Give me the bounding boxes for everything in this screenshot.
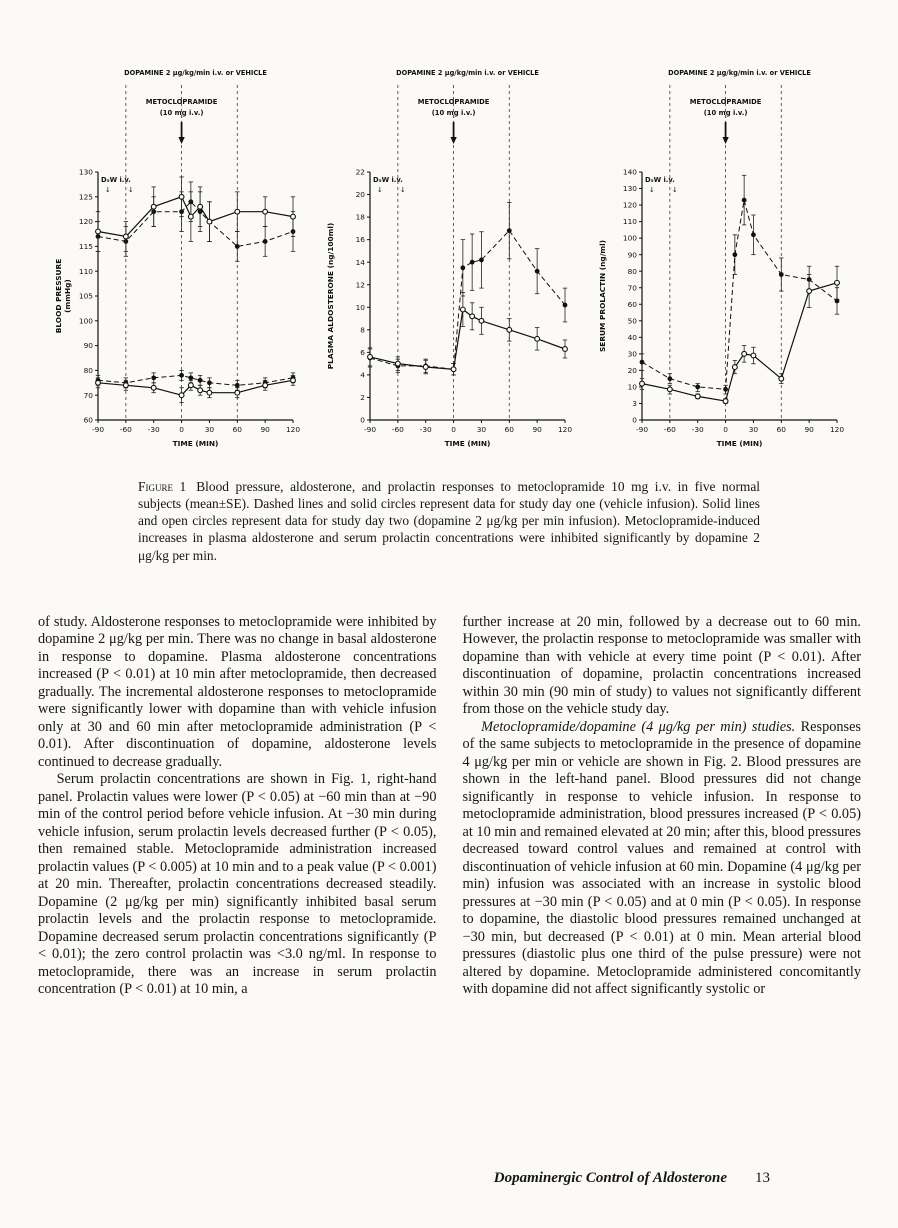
- svg-text:60: 60: [776, 425, 786, 434]
- svg-text:PLASMA ALDOSTERONE (ng/100ml): PLASMA ALDOSTERONE (ng/100ml): [326, 222, 335, 370]
- svg-text:105: 105: [78, 291, 93, 301]
- page-number: 13: [755, 1170, 770, 1186]
- svg-text:10: 10: [627, 382, 637, 392]
- svg-text:120: 120: [829, 425, 845, 434]
- svg-text:90: 90: [532, 425, 542, 434]
- d5w-arrow-icon: ↓: [377, 186, 383, 194]
- svg-text:90: 90: [627, 250, 637, 260]
- paragraph-lead-italic: Metoclopramide/dopamine (4 μg/kg per min) studies.: [481, 718, 796, 735]
- svg-text:-90: -90: [91, 425, 105, 434]
- svg-text:120: 120: [78, 217, 93, 227]
- svg-text:40: 40: [627, 332, 637, 342]
- svg-text:METOCLOPRAMIDE: METOCLOPRAMIDE: [417, 98, 490, 106]
- svg-text:120: 120: [557, 425, 573, 434]
- chart-serum-prolactin-svg: [596, 62, 846, 462]
- svg-text:-30: -30: [419, 425, 432, 434]
- svg-text:10: 10: [355, 302, 365, 312]
- svg-text:BLOOD PRESSURE: BLOOD PRESSURE: [54, 258, 63, 334]
- figure-panels: [0, 62, 898, 462]
- svg-text:120: 120: [622, 200, 637, 210]
- svg-text:-30: -30: [147, 425, 160, 434]
- paragraph: further increase at 20 min, followed by a decrease out to 60 min. However, the prolactin response to metoclopramide was smaller with dopamine than with vehicle at every time point (P < 0.01). After discontinuation of dopamine, prolactin concentrations increased within 30 min (90 min of study) to values not significantly different from those on the vehicle study day.: [462, 613, 861, 718]
- svg-text:115: 115: [78, 242, 93, 251]
- svg-text:(10 mg i.v.): (10 mg i.v.): [431, 109, 476, 117]
- svg-text:90: 90: [83, 341, 93, 351]
- page-footer: [494, 1170, 770, 1187]
- chart-plasma-aldosterone-svg: [324, 62, 574, 462]
- svg-text:100: 100: [78, 316, 93, 326]
- d5w-arrow-icon: ↓: [649, 186, 655, 194]
- svg-text:20: 20: [627, 366, 637, 375]
- svg-text:30: 30: [476, 425, 487, 434]
- svg-text:120: 120: [285, 425, 301, 434]
- svg-text:80: 80: [83, 366, 93, 375]
- metoclopramide-injection-arrow-icon: [722, 122, 728, 144]
- iv-arrow-icon: ↓: [400, 186, 406, 194]
- svg-text:-60: -60: [663, 425, 676, 434]
- svg-text:8: 8: [360, 325, 365, 335]
- metoclopramide-injection-arrow-icon: [178, 122, 184, 144]
- svg-text:130: 130: [622, 184, 637, 194]
- svg-text:SERUM PROLACTIN (ng/ml): SERUM PROLACTIN (ng/ml): [598, 239, 607, 353]
- svg-text:90: 90: [804, 425, 814, 434]
- paragraph: of study. Aldosterone responses to metoclopramide were inhibited by dopamine 2 μg/kg per min. There was no change in basal aldosterone in response to dopamine. Plasma aldosterone concentrations increased (P < 0.01) at 10 min after metoclopramide, then decreased gradually. The incremental aldosterone responses to metoclopramide were significantly lower with dopamine than with vehicle infusion only at 30 and 60 min after metoclopramide administration (P < 0.01). After discontinuation of dopamine, aldosterone levels continued to decrease gradually.: [38, 613, 437, 770]
- svg-text:METOCLOPRAMIDE: METOCLOPRAMIDE: [145, 98, 218, 106]
- svg-text:0: 0: [360, 415, 365, 425]
- paragraph: Serum prolactin concentrations are shown in Fig. 1, right-hand panel. Prolactin values were lower (P < 0.05) at −60 min than at −90 min of the control period before vehicle infusion. At −30 min during vehicle infusion, serum prolactin levels decreased further (P < 0.05), then remained stable. Metoclopramide administration increased prolactin values (P < 0.005) at 10 min and to a peak value (P < 0.001) at 20 min. Thereafter, prolactin concentrations decreased steadily. Dopamine (2 μg/kg per min) significantly inhibited basal serum prolactin levels and the prolactin response to metoclopramide. Dopamine decreased serum prolactin concentrations significantly (P < 0.01); the zero control prolactin was <3.0 ng/ml. In response to metoclopramide, there was an increase in serum prolactin concentration (P < 0.01) at 10 min, a: [38, 771, 437, 998]
- svg-text:6: 6: [360, 347, 365, 357]
- figure-1: [0, 0, 898, 564]
- svg-text:DOPAMINE 2 μg/kg/min i.v. or V: DOPAMINE 2 μg/kg/min i.v. or VEHICLE: [668, 69, 811, 77]
- svg-text:30: 30: [204, 425, 215, 434]
- metoclopramide-injection-arrow-icon: [450, 122, 456, 144]
- svg-text:DOPAMINE 2 μg/kg/min i.v. or V: DOPAMINE 2 μg/kg/min i.v. or VEHICLE: [396, 69, 539, 77]
- svg-text:70: 70: [83, 390, 93, 400]
- paragraph: [463, 719, 862, 999]
- figure-caption-text: Blood pressure, aldosterone, and prolactin responses to metoclopramide 10 mg i.v. in five normal subjects (mean±SE). Dashed lines and solid circles represent data for study day one (vehicle infusion). Solid lines and open circles represent data for study day two (dopamine 2 μg/kg per min infusion). Metoclopramide-induced increases in plasma aldosterone and serum prolactin concentrations were inhibited significantly by dopamine 2 μg/kg per min.: [138, 479, 760, 563]
- d5w-arrow-icon: ↓: [105, 186, 111, 194]
- svg-text:0: 0: [632, 415, 637, 425]
- svg-text:100: 100: [622, 233, 637, 243]
- chart-blood-pressure-svg: [52, 62, 302, 462]
- svg-text:4: 4: [360, 370, 365, 380]
- svg-text:60: 60: [504, 425, 514, 434]
- svg-text:22: 22: [355, 167, 365, 177]
- svg-text:70: 70: [627, 283, 637, 293]
- paragraph-text: Responses of the same subjects to metoclopramide in the presence of dopamine 4 μg/kg per min or vehicle are shown in Fig. 2. Blood pressures are shown in the left-hand panel. Blood pressures did not change significantly in response to vehicle infusion. In response to metoclopramide administration, blood pressures increased (P < 0.05) at 10 min and remained elevated at 20 min; after this, blood pressures decreased toward control values and remained at control with discontinuation of vehicle infusion at 60 min. Dopamine (4 μg/kg per min) infusion was associated with an increase in systolic blood pressures at −30 min (P < 0.05) and at 0 min (P < 0.05). In response to dopamine, the diastolic blood pressures remained unchanged at −30 min, but decreased (P < 0.01) at 0 min. Mean arterial blood pressures (diastolic plus one third of the pulse pressure) were not altered by dopamine. Metoclopramide administered concomitantly with dopamine did not affect significantly systolic or: [462, 718, 861, 998]
- body-text: [38, 614, 861, 999]
- svg-text:3: 3: [632, 399, 637, 409]
- svg-text:140: 140: [622, 167, 637, 177]
- svg-text:D₅W i.v.: D₅W i.v.: [645, 176, 675, 184]
- svg-text:DOPAMINE 2 μg/kg/min i.v. or V: DOPAMINE 2 μg/kg/min i.v. or VEHICLE: [124, 69, 267, 77]
- svg-text:(10 mg i.v.): (10 mg i.v.): [159, 109, 204, 117]
- svg-text:(10 mg i.v.): (10 mg i.v.): [703, 109, 748, 117]
- svg-text:60: 60: [232, 425, 242, 434]
- svg-text:-60: -60: [391, 425, 404, 434]
- svg-text:D₅W i.v.: D₅W i.v.: [101, 176, 131, 184]
- svg-text:-30: -30: [691, 425, 704, 434]
- svg-text:90: 90: [260, 425, 270, 434]
- svg-text:(mmHg): (mmHg): [63, 279, 72, 313]
- svg-text:TIME (MIN): TIME (MIN): [716, 439, 763, 448]
- chart-blood-pressure: [52, 62, 302, 462]
- svg-text:14: 14: [355, 257, 365, 267]
- iv-arrow-icon: ↓: [128, 186, 134, 194]
- svg-text:METOCLOPRAMIDE: METOCLOPRAMIDE: [689, 98, 762, 106]
- running-title: Dopaminergic Control of Aldosterone: [493, 1170, 727, 1186]
- svg-text:D₅W i.v.: D₅W i.v.: [373, 176, 403, 184]
- svg-text:-60: -60: [119, 425, 132, 434]
- svg-text:0: 0: [451, 425, 456, 434]
- svg-text:130: 130: [78, 167, 93, 177]
- svg-text:-90: -90: [635, 425, 649, 434]
- figure-label: Figure 1: [138, 479, 187, 494]
- svg-text:0: 0: [723, 425, 728, 434]
- svg-text:125: 125: [78, 192, 93, 202]
- right-column: [463, 614, 862, 999]
- svg-text:30: 30: [627, 349, 637, 359]
- svg-text:16: 16: [355, 235, 365, 245]
- svg-text:80: 80: [627, 266, 637, 276]
- chart-plasma-aldosterone: [324, 62, 574, 462]
- chart-serum-prolactin: [596, 62, 846, 462]
- svg-text:110: 110: [622, 217, 637, 227]
- svg-text:60: 60: [627, 299, 637, 309]
- figure-caption: [138, 478, 760, 564]
- svg-text:110: 110: [78, 266, 93, 276]
- left-column: [38, 614, 437, 999]
- svg-text:50: 50: [627, 316, 637, 326]
- svg-text:-90: -90: [363, 425, 377, 434]
- iv-arrow-icon: ↓: [672, 186, 678, 194]
- svg-text:30: 30: [748, 425, 759, 434]
- svg-text:12: 12: [355, 280, 365, 290]
- svg-text:TIME (MIN): TIME (MIN): [444, 439, 491, 448]
- svg-text:TIME (MIN): TIME (MIN): [172, 439, 219, 448]
- svg-text:0: 0: [179, 425, 184, 434]
- svg-text:20: 20: [355, 190, 365, 200]
- svg-text:2: 2: [360, 393, 365, 403]
- svg-text:18: 18: [355, 212, 365, 222]
- svg-text:60: 60: [83, 415, 93, 425]
